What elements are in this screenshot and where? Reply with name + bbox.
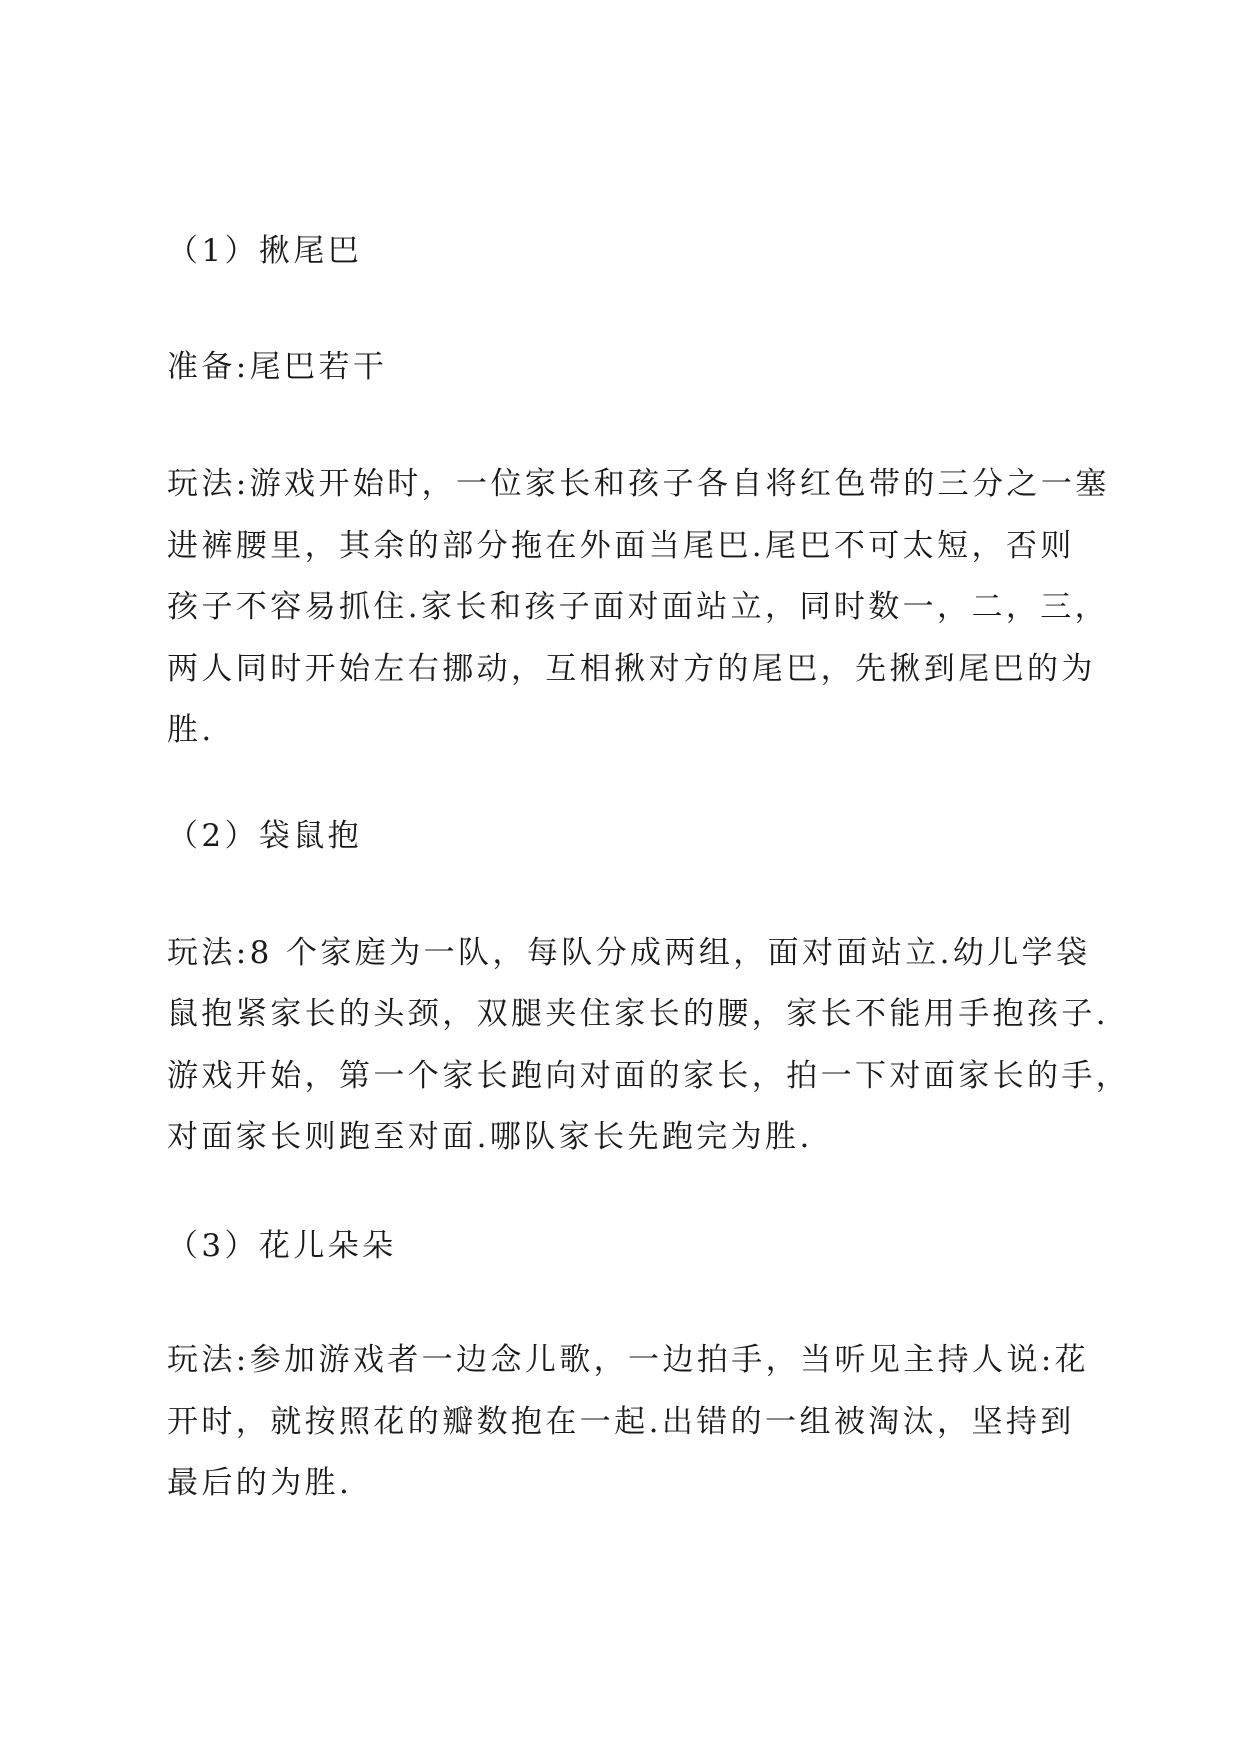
paragraph-3-line-2: 开时，就按照花的瓣数抱在一起.出错的一组被淘汰，坚持到 — [167, 1404, 1075, 1440]
paragraph-1-line-3: 孩子不容易抓住.家长和孩子面对面站立，同时数一，二，三， — [167, 589, 1110, 625]
paragraph-2-line-3: 游戏开始，第一个家长跑向对面的家长，拍一下对面家长的手， — [167, 1058, 1131, 1094]
paragraph-3-line-3: 最后的为胜. — [167, 1465, 353, 1501]
section-heading-3: （3）花儿朵朵 — [167, 1228, 397, 1264]
paragraph-1-line-5: 胜. — [167, 712, 215, 748]
paragraph-1-line-1: 玩法:游戏开始时，一位家长和孩子各自将红色带的三分之一塞 — [167, 466, 1110, 502]
section-heading-1: （1）揪尾巴 — [167, 233, 363, 269]
paragraph-2-line-2: 鼠抱紧家长的头颈，双腿夹住家长的腰，家长不能用手抱孩子. — [167, 996, 1110, 1032]
section-heading-2: （2）袋鼠抱 — [167, 818, 363, 854]
paragraph-3-line-1: 玩法:参加游戏者一边念儿歌，一边拍手，当听见主持人说:花 — [167, 1342, 1090, 1378]
paragraph-1-line-2: 进裤腰里，其余的部分拖在外面当尾巴.尾巴不可太短，否则 — [167, 528, 1075, 564]
paragraph-2-line-1: 玩法:8 个家庭为一队，每队分成两组，面对面站立.幼儿学袋 — [167, 935, 1091, 971]
prep-line: 准备:尾巴若干 — [167, 349, 388, 385]
paragraph-1-line-4: 两人同时开始左右挪动，互相揪对方的尾巴，先揪到尾巴的为 — [167, 651, 1096, 687]
paragraph-2-line-4: 对面家长则跑至对面.哪队家长先跑完为胜. — [167, 1119, 813, 1155]
